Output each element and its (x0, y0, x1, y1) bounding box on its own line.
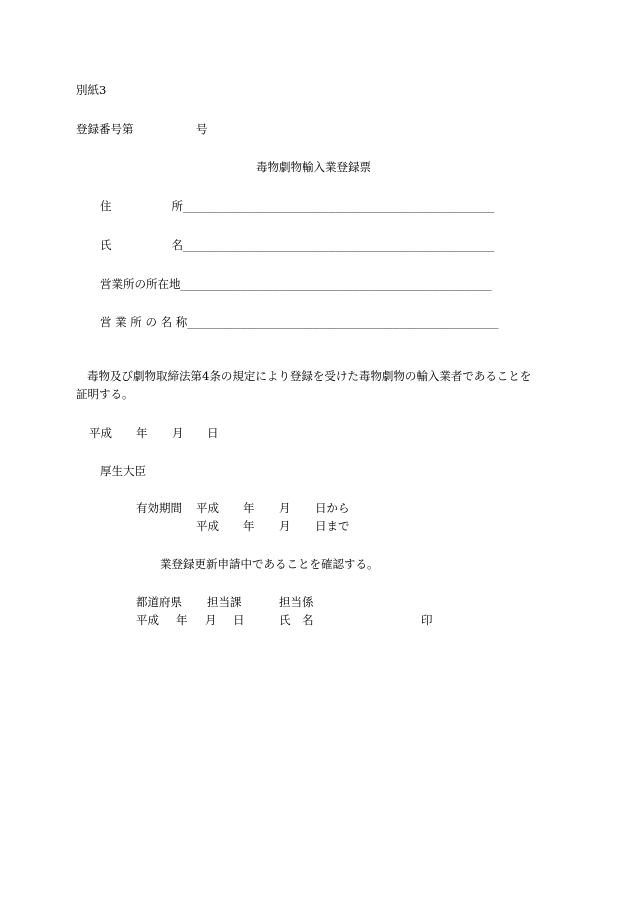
office-location-rule: _______________________________________________ (180, 278, 492, 291)
confirmation-year: 年 (176, 613, 188, 627)
validity-from-month: 月 (279, 501, 291, 515)
validity-from-year: 年 (243, 501, 255, 515)
issue-date-day: 日 (207, 426, 219, 440)
validity-to-year: 年 (243, 519, 255, 533)
name-field (100, 240, 494, 252)
name-label-b: 名 (171, 238, 183, 252)
address-label-b: 所 (171, 199, 183, 213)
office-name-label: 営 業 所 の 名 称 (100, 315, 188, 329)
address-label-a: 住 (100, 199, 112, 213)
validity-to-era: 平成 (196, 519, 219, 533)
address-rule: _______________________________________________ (183, 200, 495, 213)
issue-date-era: 平成 (89, 426, 112, 440)
certification-line-1: 毒物及び劇物取締法第4条の規定により登録を受けた毒物劇物の輸入業者であることを (87, 369, 532, 383)
confirmation-era: 平成 (136, 613, 159, 627)
confirmation-staff: 担当係 (279, 595, 314, 609)
confirmation-name-label: 氏 名 (279, 613, 314, 627)
registration-number-prefix: 登録番号第 (76, 122, 134, 136)
validity-to-month: 月 (279, 519, 291, 533)
registration-number-suffix: 号 (196, 122, 208, 136)
office-name-field (100, 317, 499, 329)
confirmation-day: 日 (233, 613, 245, 627)
name-rule: _______________________________________________ (183, 239, 495, 252)
attachment-label: 別紙3 (76, 83, 107, 97)
issue-date-year: 年 (136, 426, 148, 440)
confirmation-prefecture: 都道府県 (136, 595, 182, 609)
address-field (100, 201, 494, 213)
validity-to-day: 日まで (315, 519, 350, 533)
validity-from-day: 日から (315, 501, 350, 515)
name-label-a: 氏 (100, 238, 112, 252)
validity-label: 有効期間 (136, 501, 182, 515)
confirmation-month: 月 (205, 613, 217, 627)
office-name-rule: _______________________________________________ (187, 316, 499, 329)
confirmation-seal: 印 (421, 613, 433, 627)
office-location-label: 営業所の所在地 (100, 277, 181, 291)
validity-from-era: 平成 (196, 501, 219, 515)
issue-date-month: 月 (172, 426, 184, 440)
issuer: 厚生大臣 (100, 464, 146, 478)
certification-line-2: 証明する。 (76, 387, 134, 401)
document-title: 毒物劇物輸入業登録票 (256, 160, 371, 174)
confirmation-section: 担当課 (207, 595, 242, 609)
renewal-note: 業登録更新申請中であることを確認する。 (160, 557, 379, 571)
office-location-field (100, 279, 492, 291)
